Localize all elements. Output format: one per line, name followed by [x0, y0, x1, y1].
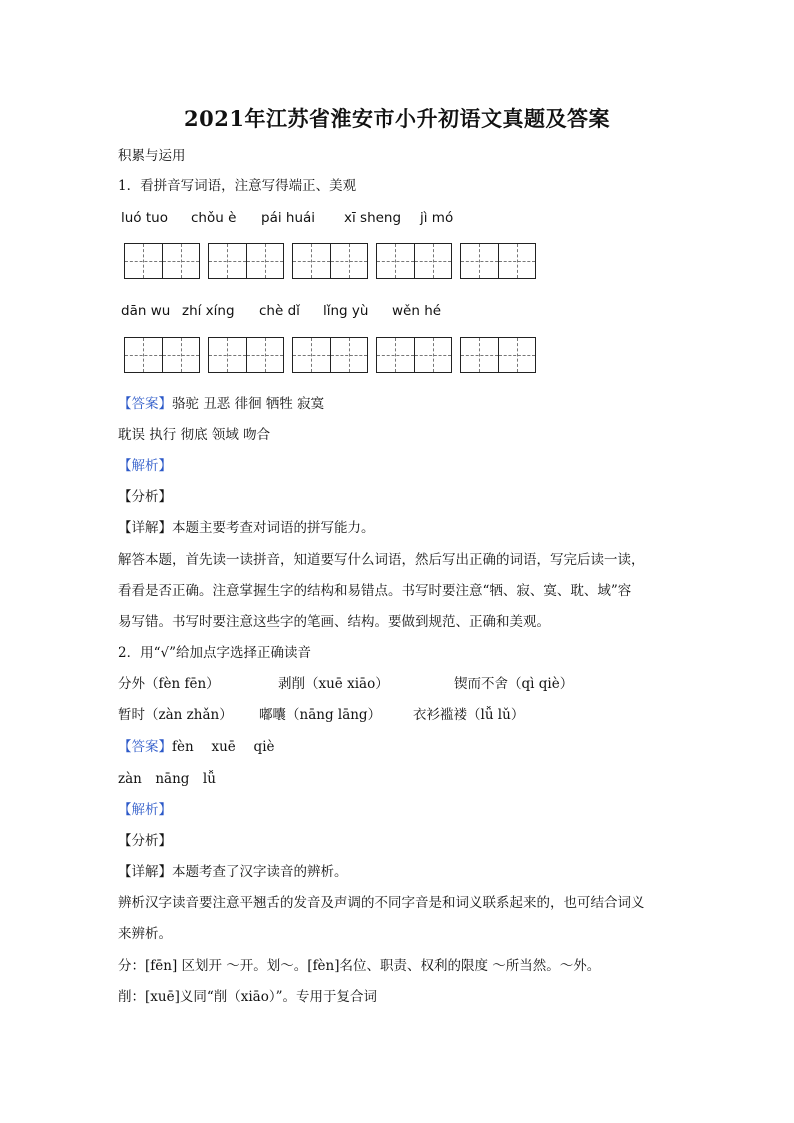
- q2-answer: [118, 738, 275, 756]
- q1-answer-line-2: 耽误 执行 彻底 领域 吻合: [118, 427, 271, 443]
- word-box[interactable]: [292, 337, 368, 373]
- q1-question: 1．看拼音写词语，注意写得端正、美观: [118, 178, 357, 194]
- q1-writing-grid-row-2: [124, 337, 544, 375]
- q2-detail: 【详解】本题考查了汉字读音的辨析。: [118, 864, 348, 880]
- word-box[interactable]: [292, 243, 368, 279]
- word-box[interactable]: [376, 337, 452, 373]
- answer-text: 骆驼 丑恶 徘徊 牺牲 寂寞: [172, 396, 325, 412]
- q2-paragraph: 来辨析。: [118, 926, 172, 942]
- pinyin-word: xī sheng: [344, 210, 402, 226]
- reading-option[interactable]: 暂时（zàn zhǎn）: [118, 707, 233, 723]
- q2-question: 2．用“√”给加点字选择正确读音: [118, 645, 311, 661]
- pinyin-word: jì mó: [420, 210, 454, 226]
- q2-analysis-label: 【解析】: [118, 802, 172, 818]
- q2-fenxi: 【分析】: [118, 833, 172, 849]
- q1-paragraph: 解答本题，首先读一读拼音，知道要写什么词语，然后写出正确的词语，写完后读一读，: [118, 552, 645, 568]
- pinyin-word: dān wu: [121, 303, 171, 319]
- q2-paragraph: 分：[fēn] 区划开 ～开。划～。[fèn]名位、职责、权利的限度 ～所当然。～外。: [118, 958, 601, 974]
- q2-options-row-2: [118, 706, 678, 726]
- q2-paragraph: 削：[xuē]义同“削（xiāo）”。专用于复合词: [118, 989, 377, 1005]
- q2-options-row-1: [118, 675, 678, 695]
- reading-option[interactable]: 锲而不舍（qì qiè）: [454, 676, 574, 692]
- pinyin-word: pái huái: [261, 210, 316, 226]
- pinyin-word: luó tuo: [121, 210, 168, 226]
- pinyin-word: lǐng yù: [323, 303, 369, 319]
- reading-option[interactable]: 分外（fèn fēn）: [118, 676, 220, 692]
- reading-option[interactable]: 剥削（xuē xiāo）: [278, 676, 389, 692]
- section-heading: 积累与运用: [118, 148, 186, 164]
- pinyin-word: wěn hé: [392, 303, 442, 319]
- q1-analysis-label: 【解析】: [118, 458, 172, 474]
- reading-option[interactable]: 嘟囔（nāng lāng）: [259, 707, 382, 723]
- q2-paragraph: 辨析汉字读音要注意平翘舌的发音及声调的不同字音是和词义联系起来的，也可结合词义: [118, 895, 645, 911]
- word-box[interactable]: [376, 243, 452, 279]
- q1-answer: [118, 395, 324, 413]
- word-box[interactable]: [460, 243, 536, 279]
- word-box[interactable]: [124, 337, 200, 373]
- q1-paragraph: 易写错。书写时要注意这些字的笔画、结构。要做到规范、正确和美观。: [118, 614, 550, 630]
- answer-label: 【答案】: [118, 739, 172, 755]
- answer-label: 【答案】: [118, 396, 172, 412]
- pinyin-word: zhí xíng: [182, 303, 235, 319]
- word-box[interactable]: [460, 337, 536, 373]
- answer-text: fèn xuē qiè: [172, 739, 275, 755]
- reading-option[interactable]: 衣衫褴褛（lǚ lǔ）: [413, 707, 525, 723]
- q1-fenxi: 【分析】: [118, 489, 172, 505]
- q1-writing-grid-row-1: [124, 243, 544, 281]
- pinyin-word: chǒu è: [191, 210, 237, 226]
- pinyin-word: chè dǐ: [259, 303, 300, 319]
- q1-paragraph: 看看是否正确。注意掌握生字的结构和易错点。书写时要注意“牺、寂、寞、耽、域”容: [118, 583, 632, 599]
- word-box[interactable]: [208, 337, 284, 373]
- word-box[interactable]: [124, 243, 200, 279]
- page-title: 2021年江苏省淮安市小升初语文真题及答案: [184, 106, 610, 131]
- q1-detail: 【详解】本题主要考查对词语的拼写能力。: [118, 520, 375, 536]
- word-box[interactable]: [208, 243, 284, 279]
- q2-answer-line-2: zàn nāng lǚ: [118, 771, 216, 787]
